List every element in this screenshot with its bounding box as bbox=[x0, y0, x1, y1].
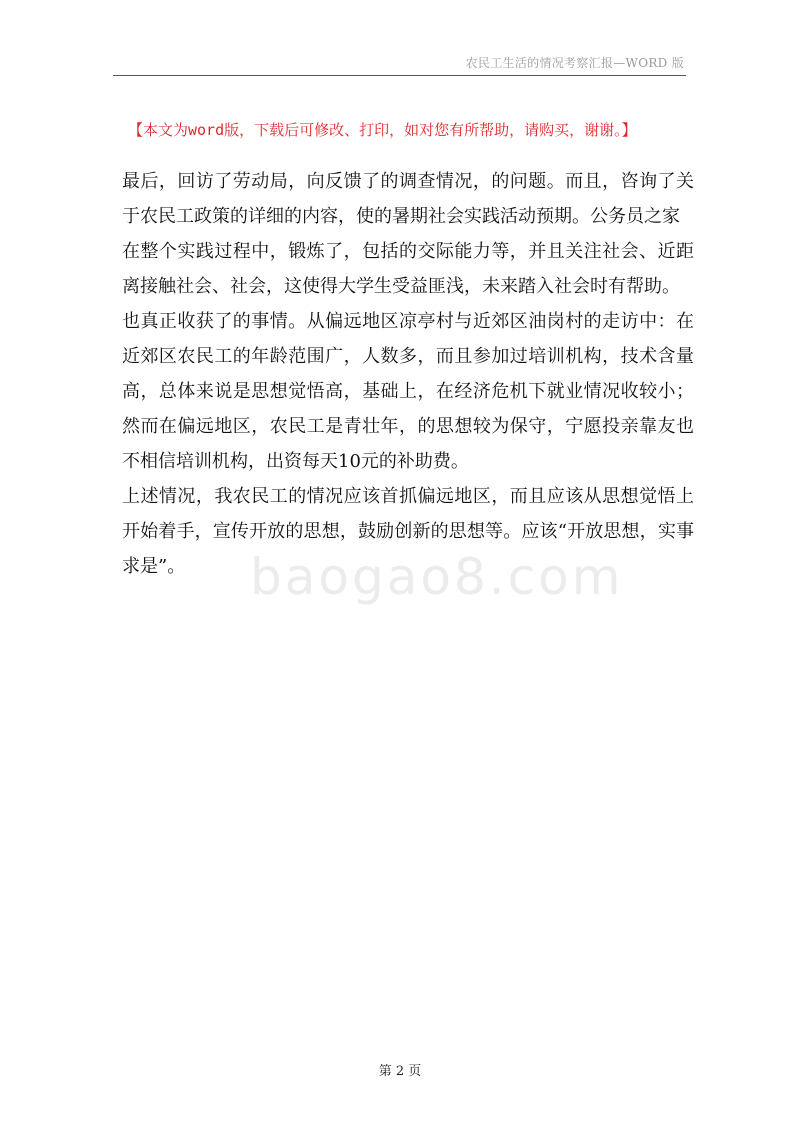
paragraph-3: 也真正收获了的事情。从偏远地区凉亭村与近郊区油岗村的走访中：在近郊区农民工的年龄范围广，人数多，而且参加过培训机构，技术含量高，总体来说是思想觉悟高，基础上，在经济危机下就业情况收较小；然而在偏远地区，农民工是青壮年，的思想较为保守，宁愿投亲靠友也不相信培训机构，出资每天10元的补助费。 bbox=[122, 311, 694, 472]
page-number: 第 2 页 bbox=[378, 1064, 422, 1079]
header-title: 农民工生活的情况考察汇报—WORD 版 bbox=[465, 56, 684, 70]
paragraph-4: 上述情况，我农民工的情况应该首抓偏远地区，而且应该从思想觉悟上开始着手，宣传开放的思想，鼓励创新的思想等。应该“开放思想，实事求是”。 bbox=[122, 486, 694, 577]
page-header bbox=[113, 0, 686, 76]
watermark: baogao8.com bbox=[250, 548, 624, 606]
document-body bbox=[122, 164, 694, 584]
paragraph-1: 最后，回访了劳动局，向反馈了的调查情况，的问题。而且，咨询了关于农民工政策的详细的内容，使的暑期社会实践活动预期。公务员之家 bbox=[122, 171, 694, 227]
paragraph-2: 在整个实践过程中，锻炼了，包括的交际能力等，并且关注社会、近距离接触社会、社会，这使得大学生受益匪浅，未来踏入社会时有帮助。 bbox=[122, 241, 694, 297]
purchase-notice: 【本文为word版，下载后可修改、打印，如对您有所帮助，请购买，谢谢。】 bbox=[128, 121, 637, 139]
